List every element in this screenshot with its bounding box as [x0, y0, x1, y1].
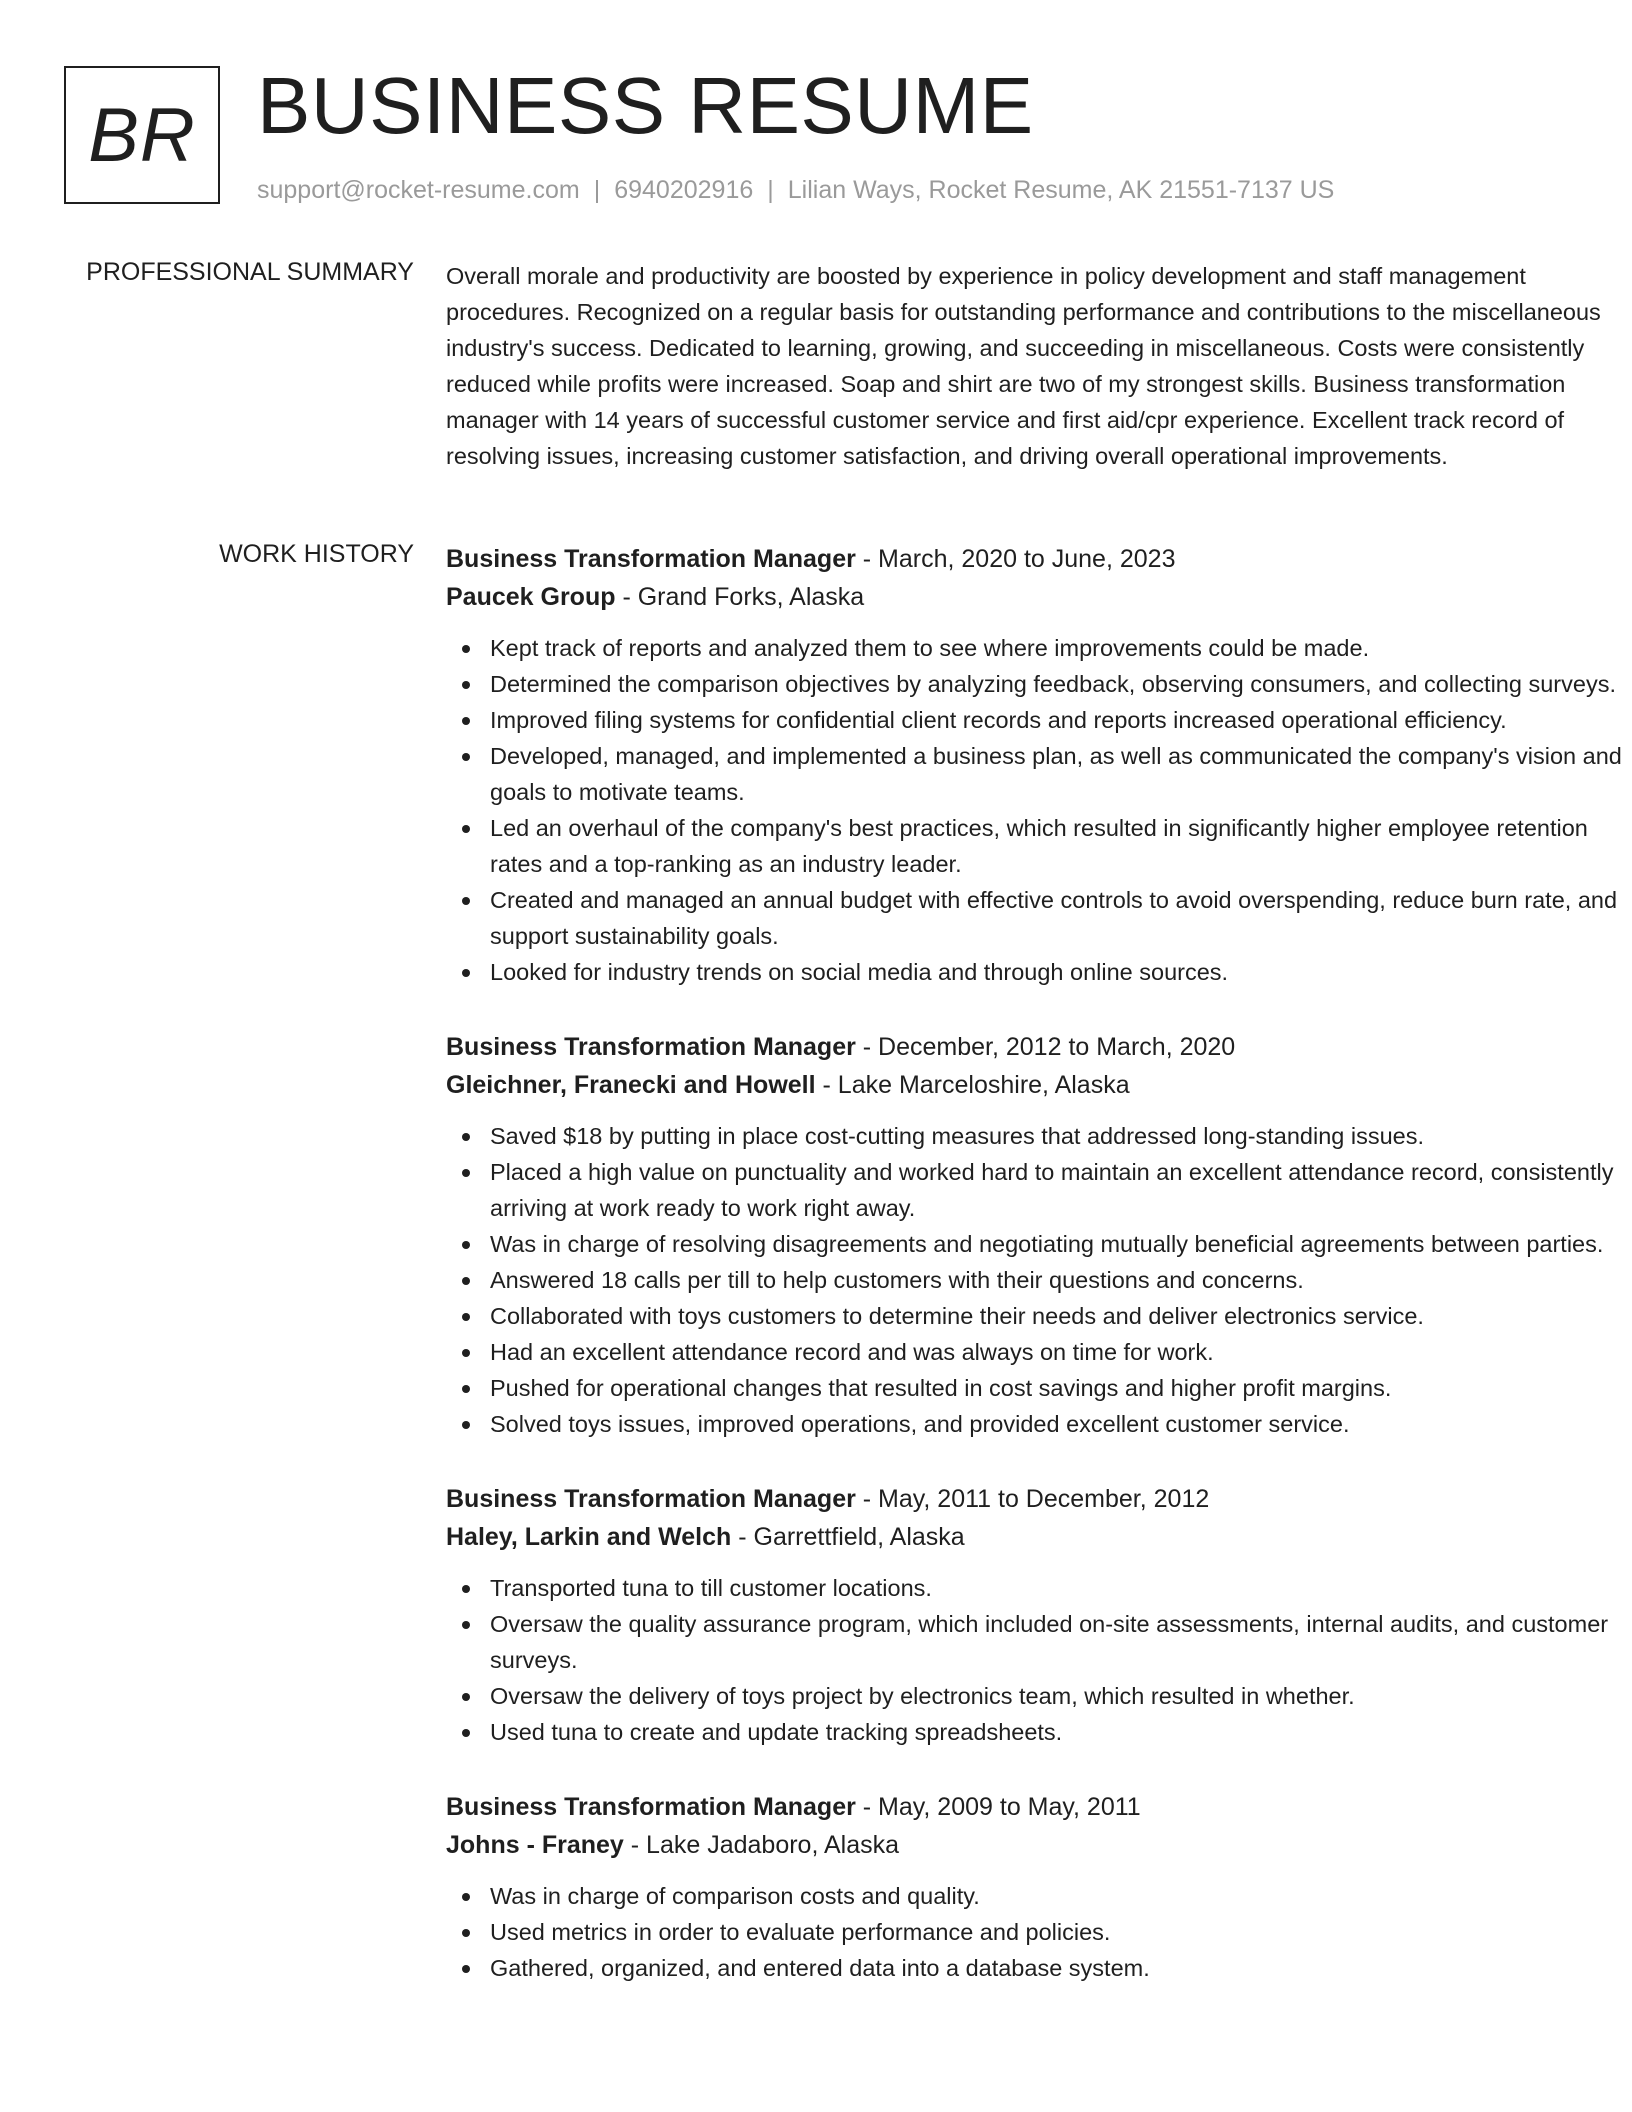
job-company-line	[446, 1066, 1626, 1104]
job-bullets	[446, 1570, 1626, 1750]
job-entry	[446, 540, 1626, 990]
summary-body	[446, 258, 1626, 474]
job-bullet: Oversaw the quality assurance program, which included on-site assessments, internal audits, and customer surveys.	[446, 1606, 1626, 1678]
job-bullets	[446, 630, 1626, 990]
section-label-work: WORK HISTORY	[219, 540, 414, 568]
contact-email: support@rocket-resume.com	[257, 176, 580, 204]
resume-header	[64, 61, 1584, 214]
job-bullet: Used tuna to create and update tracking spreadsheets.	[446, 1714, 1626, 1750]
section-label-summary: PROFESSIONAL SUMMARY	[86, 258, 414, 286]
job-company-line	[446, 578, 1626, 616]
job-dates: - May, 2011 to December, 2012	[855, 1485, 1210, 1513]
job-bullet: Oversaw the delivery of toys project by electronics team, which resulted in whether.	[446, 1678, 1626, 1714]
job-title-line	[446, 540, 1626, 578]
job-bullet: Gathered, organized, and entered data into a database system.	[446, 1950, 1626, 1986]
job-bullet: Collaborated with toys customers to determine their needs and deliver electronics service.	[446, 1298, 1626, 1334]
job-entry	[446, 1480, 1626, 1750]
monogram-logo: BR	[64, 66, 220, 204]
job-bullet: Solved toys issues, improved operations, and provided excellent customer service.	[446, 1406, 1626, 1442]
job-company: Johns - Franey	[446, 1831, 624, 1859]
job-bullet: Improved filing systems for confidential client records and reports increased operational efficiency.	[446, 702, 1626, 738]
job-company: Paucek Group	[446, 583, 616, 611]
job-title: Business Transformation Manager	[446, 1793, 856, 1821]
job-location: - Lake Marceloshire, Alaska	[815, 1071, 1130, 1099]
job-bullet: Developed, managed, and implemented a business plan, as well as communicated the company's vision and goals to motivate teams.	[446, 738, 1626, 810]
job-bullet: Determined the comparison objectives by analyzing feedback, observing consumers, and collecting surveys.	[446, 666, 1626, 702]
job-bullet: Kept track of reports and analyzed them to see where improvements could be made.	[446, 630, 1626, 666]
job-company-line	[446, 1518, 1626, 1556]
job-entry	[446, 1788, 1626, 1986]
job-title: Business Transformation Manager	[446, 1033, 856, 1061]
contact-separator: |	[767, 176, 774, 204]
job-bullet: Looked for industry trends on social media and through online sources.	[446, 954, 1626, 990]
job-location: - Grand Forks, Alaska	[615, 583, 865, 611]
job-title: Business Transformation Manager	[446, 1485, 856, 1513]
job-dates: - May, 2009 to May, 2011	[855, 1793, 1141, 1821]
job-location: - Garrettfield, Alaska	[731, 1523, 965, 1551]
job-bullets	[446, 1118, 1626, 1442]
job-title-line	[446, 1480, 1626, 1518]
job-bullet: Pushed for operational changes that resulted in cost savings and higher profit margins.	[446, 1370, 1626, 1406]
job-title-line	[446, 1028, 1626, 1066]
job-bullets	[446, 1878, 1626, 1986]
job-dates: - December, 2012 to March, 2020	[855, 1033, 1236, 1061]
job-company-line	[446, 1826, 1626, 1864]
job-company: Gleichner, Franecki and Howell	[446, 1071, 816, 1099]
job-bullet: Led an overhaul of the company's best practices, which resulted in significantly higher employee retention rates and a top-ranking as an industry leader.	[446, 810, 1626, 882]
job-bullet: Was in charge of comparison costs and quality.	[446, 1878, 1626, 1914]
resume-title: BUSINESS RESUME	[257, 61, 1034, 150]
contact-line	[257, 176, 1334, 205]
job-bullet: Had an excellent attendance record and was always on time for work.	[446, 1334, 1626, 1370]
summary-text: Overall morale and productivity are boosted by experience in policy development and staff management procedures. Recognized on a regular basis for outstanding performance and contributions to the miscellaneous industry's success. Dedicated to learning, growing, and succeeding in miscellaneous. Costs were consistently reduced while profits were increased. Soap and shirt are two of my strongest skills. Business transformation manager with 14 years of successful customer service and first aid/cpr experience. Excellent track record of resolving issues, increasing customer satisfaction, and driving overall operational improvements.	[446, 263, 1601, 469]
job-bullet: Was in charge of resolving disagreements and negotiating mutually beneficial agreements between parties.	[446, 1226, 1626, 1262]
job-bullet: Used metrics in order to evaluate performance and policies.	[446, 1914, 1626, 1950]
job-bullet: Saved $18 by putting in place cost-cutting measures that addressed long-standing issues.	[446, 1118, 1626, 1154]
contact-separator: |	[593, 176, 601, 204]
job-title: Business Transformation Manager	[446, 545, 856, 573]
job-dates: - March, 2020 to June, 2023	[855, 545, 1176, 573]
job-title-line	[446, 1788, 1626, 1826]
job-entry	[446, 1028, 1626, 1442]
job-location: - Lake Jadaboro, Alaska	[623, 1831, 899, 1859]
job-bullet: Created and managed an annual budget with effective controls to avoid overspending, reduce burn rate, and support sustainability goals.	[446, 882, 1626, 954]
contact-address: Lilian Ways, Rocket Resume, AK 21551-7137 US	[787, 176, 1335, 204]
job-bullet: Answered 18 calls per till to help customers with their questions and concerns.	[446, 1262, 1626, 1298]
job-company: Haley, Larkin and Welch	[446, 1523, 732, 1551]
contact-phone: 6940202916	[614, 176, 754, 204]
work-history-body	[446, 540, 1626, 2024]
job-bullet: Transported tuna to till customer locations.	[446, 1570, 1626, 1606]
job-bullet: Placed a high value on punctuality and worked hard to maintain an excellent attendance record, consistently arriving at work ready to work right away.	[446, 1154, 1626, 1226]
